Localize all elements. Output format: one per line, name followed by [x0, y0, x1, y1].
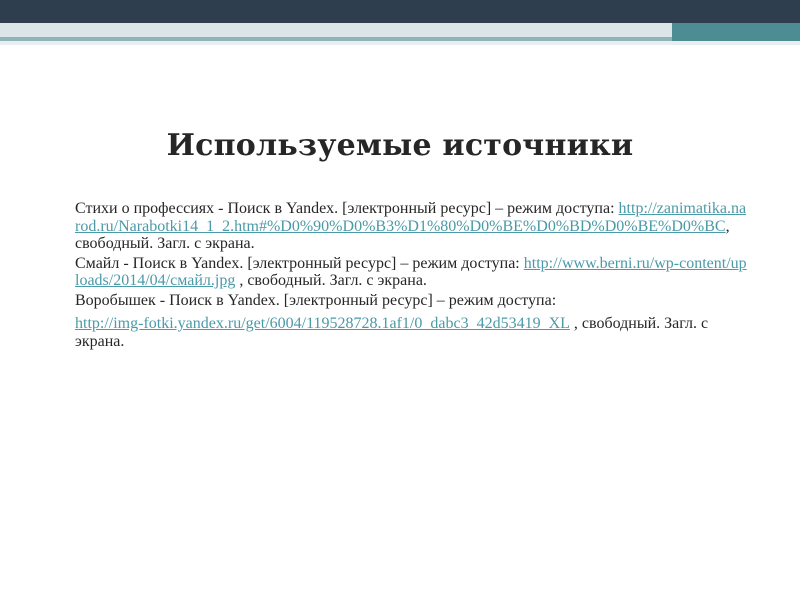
slide-title: Используемые источники	[166, 128, 634, 163]
source-text: Смайл - Поиск в Yandex. [электронный ресурс] – режим доступа:	[75, 254, 524, 272]
header-accent-block	[672, 23, 800, 41]
sources-list	[75, 200, 747, 352]
source-item-sparrow	[75, 292, 747, 351]
source-suffix: , свободный. Загл. с экрана.	[75, 315, 709, 350]
header-band-dark	[0, 0, 800, 23]
source-link[interactable]: http://img-fotki.yandex.ru/get/6004/119528728.1af1/0_dabc3_42d53419_XL	[75, 315, 570, 332]
source-item-poems	[75, 200, 747, 253]
source-item-smile	[75, 255, 747, 290]
source-link[interactable]: http://zanimatika.narod.ru/Narabotki14_1_2.htm#%D0%90%D0%B3%D1%80%D0%BE%D0%BD%D0%BE%D0%BC	[75, 200, 747, 235]
source-text: Воробышек - Поиск в Yandex. [электронный ресурс] – режим доступа:	[75, 291, 557, 309]
source-suffix: , свободный. Загл. с экрана.	[75, 217, 730, 252]
source-link[interactable]: http://www.berni.ru/wp-content/uploads/2014/04/смайл.jpg	[75, 254, 747, 289]
header-shadow	[0, 41, 800, 45]
source-text: Стихи о профессиях - Поиск в Yandex. [электронный ресурс] – режим доступа:	[75, 200, 619, 217]
source-suffix: , свободный. Загл. с экрана.	[235, 272, 427, 289]
